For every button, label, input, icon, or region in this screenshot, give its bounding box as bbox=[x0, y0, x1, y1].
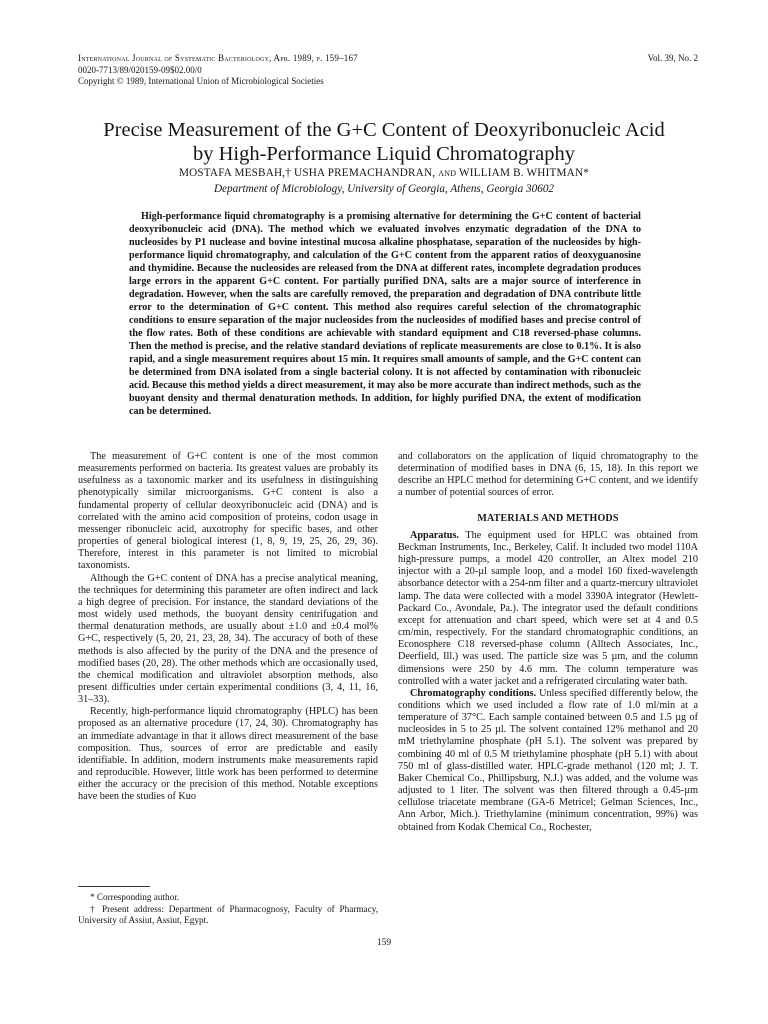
chromatography-text: Unless specified differently below, the conditions which we used included a flow rate of 1.0 ml/min at a temperature of 37°C. Each sample contained between 0.5 and 1.5 µg of nucleosides in 5 to 25 µl. The solvent contained 12% methanol and 20 mM triethylamine phosphate (pH 5.1). The solvent was prepared by combining 40 ml of 0.5 M triethylamine phosphate (pH 5.1) with about 750 ml of glass-distilled water. HPLC-grade methanol (120 ml; J. T. Baker Chemical Co., Phillipsburg, N.J.) was added, and the volume was adjusted to 1 liter. The solvent was then filtered through a 0.45-µm cellulose triacetate membrane (GA-6 Metricel; Gelman Sciences, Inc., Ann Arbor, Mich.). Triethylamine (minimum concentration, 99%) was obtained from Kodak Chemical Co., Rochester, bbox=[398, 687, 698, 833]
volume-number: Vol. 39, No. 2 bbox=[647, 53, 698, 63]
footnotes bbox=[78, 892, 378, 927]
chromatography-lead: Chromatography conditions. bbox=[410, 687, 537, 699]
author-list bbox=[40, 167, 728, 179]
apparatus-paragraph bbox=[398, 530, 698, 688]
chromatography-paragraph bbox=[398, 688, 698, 834]
footnote-rule bbox=[78, 886, 150, 887]
affiliation: Department of Microbiology, University of Georgia, Athens, Georgia 30602 bbox=[213, 183, 555, 195]
page-number: 159 bbox=[376, 938, 392, 948]
apparatus-lead: Apparatus. bbox=[410, 529, 459, 541]
corresponding-author: WILLIAM B. WHITMAN* bbox=[458, 167, 590, 179]
apparatus-text: The equipment used for HPLC was obtained from Beckman Instruments, Inc., Berkeley, Calif. It included two model 110A high-pressure pumps, a model 420 controller, an Altex model 210 injector with a 20-µl sample loop, and a model 160 fixed-wavelength absorbance detector with a 254-nm filter and a quartz-mercury ultraviolet lamp. The data were collected with a model 3390A integrator (Hewlett-Packard Co., Avondale, Pa.). The integrator used the default conditions except for attenuation and chart speed, which were set at 4 and 0.5 cm/min, respectively. For the standard chromatographic conditions, an Econosphere C18 reversed-phase column (Alltech Associates, Inc., Deerfield, Ill.) was used. The particle size was 5 µm, and the column dimensions were 250 by 4.6 mm. The column temperature was controlled with a water jacket and a refrigerated circulating water bath. bbox=[398, 529, 698, 687]
journal-citation: International Journal of Systematic Bacteriology, Apr. 1989, p. 159–167 bbox=[78, 53, 358, 63]
title-line-2: by High-Performance Liquid Chromatography bbox=[192, 143, 575, 165]
section-heading: MATERIALS AND METHODS bbox=[477, 512, 619, 524]
footnote-present-address: † Present address: Department of Pharmacognosy, Faculty of Pharmacy, University of Assiut, Assiut, Egypt. bbox=[78, 903, 378, 925]
article-title bbox=[40, 118, 728, 166]
title-line-1: Precise Measurement of the G+C Content of Deoxyribonucleic Acid bbox=[103, 119, 665, 141]
running-header bbox=[78, 53, 698, 88]
intro-paragraph-3: Recently, high-performance liquid chromatography (HPLC) has been proposed as an alternative procedure (17, 24, 30). Chromatography has an immediate advantage in that it allows direct measurement of the base composition. Thus, sources of error are predictable and easily identifiable. In addition, modern instruments make measurements rapid and reproducible. However, little work has been performed to determine either the accuracy or the precision of this method. Notable exceptions have been the studies of Kuo bbox=[78, 706, 378, 803]
issn-code: 0020-7713/89/020159-09$02.00/0 bbox=[78, 64, 202, 75]
right-column bbox=[398, 451, 698, 834]
author-names: MOSTAFA MESBAH,† USHA PREMACHANDRAN, bbox=[178, 167, 436, 179]
copyright-notice: Copyright © 1989, International Union of Microbiological Societies bbox=[78, 76, 324, 86]
left-column bbox=[78, 451, 378, 804]
footnote-corresponding: * Corresponding author. bbox=[90, 892, 180, 902]
intro-paragraph-1: The measurement of G+C content is one of the most common measurements performed on bacteria. Its greatest values are probably its usefulness as a taxonomic marker and its usefulness in distinguishing phenotypically similar microorganisms. G+C content is also a fundamental property of cellular deoxyribonucleic acid (DNA) and is correlated with the amino acid composition of proteins, codon usage in messenger ribonucleic acid, auxotrophy for specific bases, and other properties of general biological interest (1, 8, 9, 19, 25, 26, 29, 36). Therefore, interest in this parameter is not limited to microbial taxonomists. bbox=[78, 451, 378, 572]
intro-paragraph-continued: and collaborators on the application of liquid chromatography to the determination of modified bases in DNA (6, 15, 18). In this report we describe an HPLC method for determining G+C content, and we identify a number of potential sources of error. bbox=[398, 451, 698, 499]
author-conjunction: and bbox=[438, 167, 457, 179]
abstract: High-performance liquid chromatography is a promising alternative for determining the G+C content of bacterial deoxyribonucleic acid (DNA). The method which we evaluated involves enzymatic degradation of the DNA to nucleosides by P1 nuclease and bovine intestinal mucosa alkaline phosphatase, separation of the nucleosides by high-performance liquid chromatography, and calculation of the G+C content from the apparent ratios of deoxyguanosine and thymidine. Because the nucleosides are released from the DNA at different rates, incomplete degradation produces large errors in the apparent G+C content. For partially purified DNA, salts are a major source of interference in degradation. However, when the salts are carefully removed, the preparation and degradation of DNA contribute little error to the determination of G+C content. This method also requires careful selection of the chromatographic conditions to ensure separation of the major nucleosides from the nucleosides of modified bases and precise control of the flow rates. Both of these conditions are achievable with standard equipment and C18 reversed-phase columns. Then the method is precise, and the relative standard deviations of replicate measurements are close to 0.1%. It is also rapid, and a single measurement requires about 15 min. It requires small amounts of sample, and the G+C content can be determined from DNA isolated from a single bacterial colony. It is not affected by contamination with ribonucleic acid. Because this method yields a direct measurement, it may also be more accurate than indirect methods, such as the buoyant density and thermal denaturation methods. In addition, for highly purified DNA, the extent of modification can be determined. bbox=[129, 211, 641, 417]
intro-paragraph-2: Although the G+C content of DNA has a precise analytical meaning, the techniques for determining this parameter are often indirect and lack a high degree of precision. For instance, the standard deviations of the most widely used methods, the buoyant density centrifugation and thermal denaturation methods, are usually about ±1.0 and ±0.4 mol% G+C, respectively (5, 20, 21, 23, 28, 34). The accuracy of both of these methods is also affected by the purity of the DNA and the presence of modified bases (20, 28). The other methods which are occasionally used, the chemical modification and ultraviolet absorption methods, also present difficulties under certain experimental conditions (3, 4, 11, 16, 31–33). bbox=[78, 572, 378, 706]
